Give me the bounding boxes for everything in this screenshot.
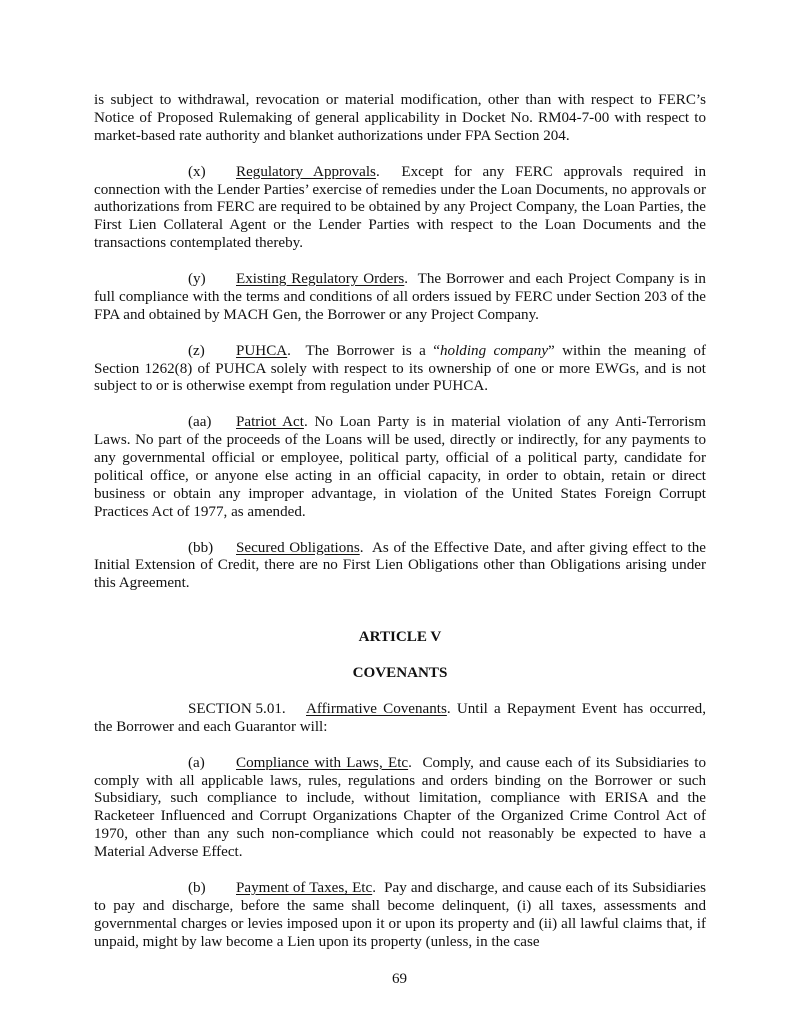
document-page bbox=[94, 92, 706, 952]
article-heading: ARTICLE V bbox=[358, 629, 442, 646]
section-aa bbox=[94, 414, 706, 521]
section-body: No Loan Party is in material violation of any Anti-Terrorism Laws. No part of the proceeds of the Loans will be used, directly or indirectly, for any payments to any governmental official or employee, political party, official of a political party, candidate for political office, or anyone else acting in an official capacity, in order to obtain, retain or direct business or obtain any improper advantage, in violation of the United States Foreign Corrupt Practices Act of 1977, as amended. bbox=[94, 414, 706, 520]
section-number: (z) bbox=[188, 342, 205, 359]
covenant-punct: . bbox=[408, 754, 412, 771]
covenant-a bbox=[94, 755, 706, 862]
section-title: Patriot Act bbox=[236, 414, 304, 431]
covenant-number: (b) bbox=[188, 879, 206, 896]
section-body: The Borrower and each Project Company is in full compliance with the terms and conditions of all orders issued by FERC under Section 203 of the FPA and obtained by MACH Gen, the Borrower or any Project Company. bbox=[94, 271, 706, 323]
covenant-title: Payment of Taxes, Etc bbox=[236, 879, 373, 896]
section-body: As of the Effective Date, and after giving effect to the Initial Extension of Credit, there are no First Lien Obligations other than Obligations arising under this Agreement. bbox=[94, 539, 706, 592]
section-punct: . bbox=[359, 539, 364, 556]
intro-paragraph: is subject to withdrawal, revocation or material modification, other than with respect to FERC’s Notice of Proposed Rulemaking of general applicability in Docket No. RM04-7-00 with respect to market-based rate authority and blanket authorizations under FPA Section 204. bbox=[94, 92, 706, 144]
section-title: Regulatory Approvals bbox=[236, 163, 376, 180]
section-body: . Until a Repayment Event has occurred, the Borrower and each Guarantor will: bbox=[94, 700, 707, 735]
article-title: COVENANTS bbox=[352, 665, 448, 682]
section-punct: . bbox=[287, 342, 291, 359]
section-y bbox=[94, 271, 706, 325]
section-number: (y) bbox=[188, 271, 206, 288]
section-5-01 bbox=[94, 701, 706, 737]
section-body-italic: holding company bbox=[440, 342, 549, 359]
covenant-punct: . bbox=[372, 879, 376, 896]
section-body-pre: The Borrower is a “ bbox=[305, 342, 440, 359]
section-title: Existing Regulatory Orders bbox=[236, 271, 405, 288]
section-z bbox=[94, 343, 706, 397]
section-number: (x) bbox=[188, 163, 206, 180]
covenant-body: Pay and discharge, and cause each of its Subsidiaries to pay and discharge, before the same shall become delinquent, (i) all taxes, assessments and governmental charges or levies imposed upon it or upon its property and (ii) all lawful claims that, if unpaid, might by law become a Lien upon its property (unless, in the case bbox=[94, 879, 706, 950]
section-x bbox=[94, 164, 706, 254]
section-label: SECTION 5.01. bbox=[188, 700, 286, 717]
page-number: 69 bbox=[391, 971, 408, 987]
covenant-b bbox=[94, 880, 706, 952]
section-bb bbox=[94, 540, 706, 594]
section-punct: . bbox=[404, 271, 409, 288]
section-body: Except for any FERC approvals required in connection with the Lender Parties’ exercise of remedies under the Loan Documents, no approvals or authorizations from FERC are required to be obtained by any Project Company, the Loan Parties, the First Lien Collateral Agent or the Lender Parties with respect to the Loan Documents and the transactions contemplated thereby. bbox=[94, 163, 707, 252]
section-title: PUHCA bbox=[236, 342, 288, 359]
section-punct: . bbox=[303, 414, 308, 431]
covenant-number: (a) bbox=[188, 754, 205, 771]
section-number: (aa) bbox=[188, 414, 212, 431]
section-number: (bb) bbox=[188, 539, 214, 556]
section-body-post: ” within the meaning of Section 1262(8) of PUHCA solely with respect to its ownership of one or more EWGs, and is not subject to or is otherwise exempt from regulation under PUHCA. bbox=[94, 342, 706, 395]
covenant-title: Compliance with Laws, Etc bbox=[236, 754, 409, 771]
section-punct: . bbox=[375, 163, 380, 180]
section-title: Affirmative Covenants bbox=[306, 700, 447, 717]
section-title: Secured Obligations bbox=[236, 539, 360, 556]
covenant-body: Comply, and cause each of its Subsidiaries to comply with all applicable laws, rules, regulations and orders binding on the Borrower or such Subsidiary, such compliance to include, without limitation, compliance with ERISA and the Racketeer Influenced and Corrupt Organizations Chapter of the Organized Crime Control Act of 1970, other than any such non-compliance which could not reasonably be expected to have a Material Adverse Effect. bbox=[94, 754, 707, 861]
